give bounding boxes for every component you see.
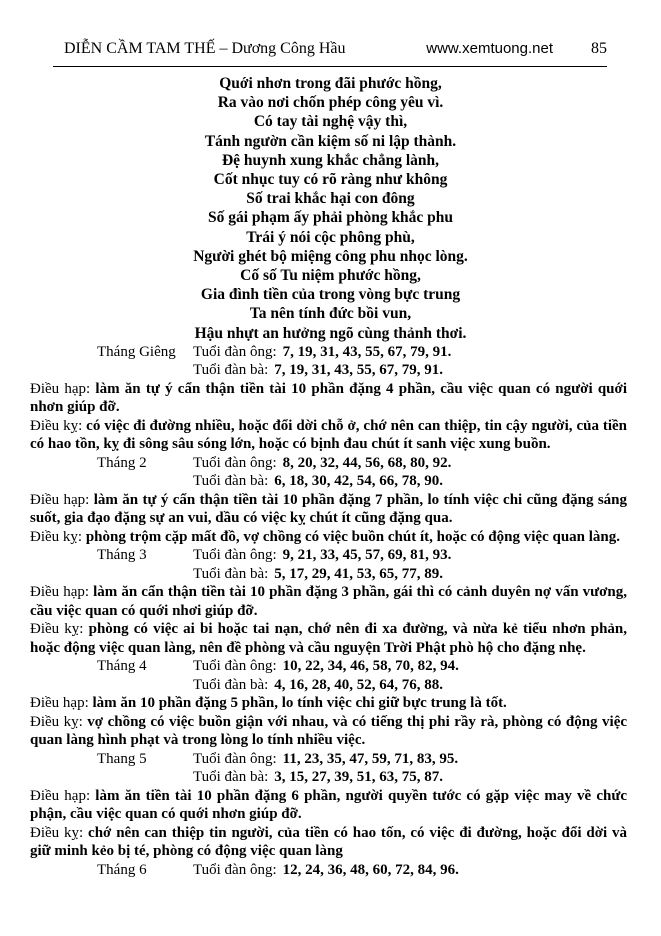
men-ages-row <box>30 657 627 676</box>
women-ages-values: 3, 15, 27, 39, 51, 63, 75, 87. <box>274 769 444 786</box>
ky-paragraph <box>30 713 627 750</box>
men-ages-label: Tuổi đàn ông: <box>193 861 277 878</box>
poem-line: Người ghét bộ miệng công phu nhọc lòng. <box>193 247 468 265</box>
men-ages-values: 12, 24, 36, 48, 60, 72, 84, 96. <box>282 861 459 878</box>
hap-text: làm ăn 10 phần đặng 5 phần, lo tính việc chi giữ bực trung là tốt. <box>92 695 507 712</box>
hap-label: Điều hạp: <box>30 380 91 397</box>
ky-text: phòng có việc ai bi hoặc tai nạn, chớ nên đi xa đường, và nừa kẻ tiểu nhơn phản, hoặc động việc quan làng, nên đề phòng và cầu nguyện Trời Phật phò hộ cho đặng nhẹ. <box>30 621 627 656</box>
men-ages-row <box>30 454 627 473</box>
poem-line: Ra vào nơi chốn phép công yêu vì. <box>217 94 444 112</box>
hap-label: Điều hạp: <box>30 787 91 804</box>
men-ages-values: 7, 19, 31, 43, 55, 67, 79, 91. <box>282 343 452 360</box>
hap-paragraph <box>30 583 627 620</box>
month-name: Tháng 3 <box>97 547 147 564</box>
men-ages-label: Tuổi đàn ông: <box>193 658 277 675</box>
hap-label: Điều hạp: <box>30 584 90 601</box>
month-name: Tháng 2 <box>97 454 147 471</box>
month-name: Tháng 4 <box>97 658 147 675</box>
month-section <box>30 657 627 750</box>
poem <box>30 74 631 343</box>
women-ages-values: 7, 19, 31, 43, 55, 67, 79, 91. <box>274 362 444 379</box>
women-ages-row <box>30 361 627 380</box>
poem-line: Đệ huynh xung khắc chẳng lành, <box>221 151 440 169</box>
women-ages-row <box>30 565 627 584</box>
poem-line: Số trai khắc hại con đông <box>246 190 415 208</box>
hap-text: làm ăn tiền tài 10 phần đặng 6 phần, người quyền tước có gặp việc may về chức phận, cầu việc quan có quới nhơn giúp đỡ. <box>30 787 627 823</box>
men-ages-row <box>30 861 627 880</box>
ky-text: chớ nên can thiệp tin người, của tiền có hao tốn, có việc đi đường, hoặc đổi dời và giữ minh kẻo bị té, phòng có động việc quan làng <box>30 824 628 860</box>
hap-paragraph <box>30 380 627 417</box>
poem-line: Ta nên tính đức bồi vun, <box>249 305 412 323</box>
ky-paragraph <box>30 620 627 657</box>
ky-label: Điều kỵ: <box>30 713 83 730</box>
women-ages-label: Tuổi đàn bà: <box>193 565 269 582</box>
poem-line: Trái ý nói cộc phông phù, <box>246 228 415 246</box>
ky-paragraph <box>30 417 627 454</box>
month-name: Tháng 6 <box>97 861 147 878</box>
ky-paragraph <box>30 528 627 547</box>
men-ages-values: 9, 21, 33, 45, 57, 69, 81, 93. <box>282 547 452 564</box>
men-ages-row <box>30 546 627 565</box>
ky-text: phòng trộm cặp mất đồ, vợ chồng có việc buồn chút ít, hoặc có động việc quan làng. <box>85 528 621 545</box>
poem-line: Quới nhơn trong đãi phước hồng, <box>219 75 442 92</box>
hap-paragraph <box>30 787 627 824</box>
men-ages-label: Tuổi đàn ông: <box>193 547 277 564</box>
poem-line: Cố số Tu niệm phước hồng, <box>240 267 421 285</box>
month-section <box>30 546 627 657</box>
ky-label: Điều kỵ: <box>30 528 83 545</box>
month-section <box>30 861 627 880</box>
men-ages-label: Tuổi đàn ông: <box>193 750 277 767</box>
women-ages-row <box>30 768 627 787</box>
ky-label: Điều kỵ: <box>30 417 83 434</box>
hap-text: làm ăn tự ý cẩn thận tiền tài 10 phần đặng 4 phần, cầu việc quan có người quới nhơn giúp đỡ. <box>30 380 627 416</box>
hap-label: Điều hạp: <box>30 491 90 508</box>
poem-line: Cốt nhục tuy có rõ ràng như không <box>213 171 448 189</box>
women-ages-values: 6, 18, 30, 42, 54, 66, 78, 90. <box>274 473 444 490</box>
ky-label: Điều kỵ: <box>30 621 84 638</box>
women-ages-label: Tuổi đàn bà: <box>193 769 269 786</box>
men-ages-values: 8, 20, 32, 44, 56, 68, 80, 92. <box>282 454 452 471</box>
page-header <box>64 40 607 58</box>
poem-line: Có tay tài nghệ vậy thì, <box>253 113 408 131</box>
ky-text: có việc đi đường nhiều, hoặc đổi dời chỗ ở, chớ nên can thiệp, tin cậy người, của tiền có hao tồn, kỵ đi sông sâu sóng lớn, hoặc có bịnh đau chút ít sanh việc xung buồn. <box>30 417 628 453</box>
book-title: DIỄN CẦM TAM THẾ – Dương Công Hầu <box>64 40 346 57</box>
women-ages-label: Tuổi đàn bà: <box>193 676 269 693</box>
men-ages-label: Tuổi đàn ông: <box>193 343 277 360</box>
ky-label: Điều kỵ: <box>30 824 84 841</box>
women-ages-label: Tuổi đàn bà: <box>193 362 269 379</box>
month-name: Thang 5 <box>97 750 147 767</box>
month-section <box>30 454 627 547</box>
poem-line: Số gái phạm ấy phải phòng khắc phu <box>207 209 454 227</box>
women-ages-values: 5, 17, 29, 41, 53, 65, 77, 89. <box>274 565 444 582</box>
website-url: www.xemtuong.net <box>426 40 553 57</box>
poem-line: Hậu nhựt an hưởng ngõ cùng thảnh thơi. <box>194 324 467 342</box>
men-ages-label: Tuổi đàn ông: <box>193 454 277 471</box>
poem-line: Gia đình tiền của trong vòng bực trung <box>200 286 461 304</box>
women-ages-row <box>30 676 627 695</box>
men-ages-row <box>30 343 627 362</box>
hap-paragraph <box>30 491 627 528</box>
ky-text: vợ chồng có việc buồn giận với nhau, và có tiếng thị phi rầy rà, phòng có động việc quan làng hình phạt và trong lòng lo tính nhiều việc. <box>30 713 628 749</box>
men-ages-values: 11, 23, 35, 47, 59, 71, 83, 95. <box>282 750 459 767</box>
ky-paragraph <box>30 824 627 861</box>
women-ages-values: 4, 16, 28, 40, 52, 64, 76, 88. <box>274 676 444 693</box>
month-section <box>30 750 627 861</box>
hap-text: làm ăn cẩn thận tiền tài 10 phần đặng 3 phần, gái thì có cảnh duyên nợ vấn vương, cầu việc quan có quới nhơi giúp đỡ. <box>30 584 628 619</box>
men-ages-values: 10, 22, 34, 46, 58, 70, 82, 94. <box>282 658 459 675</box>
men-ages-row <box>30 750 627 769</box>
header-divider <box>53 66 607 67</box>
month-name: Tháng Giêng <box>97 343 176 360</box>
page-number: 85 <box>591 40 607 57</box>
hap-paragraph <box>30 694 627 713</box>
month-section <box>30 343 627 454</box>
hap-text: làm ăn tự ý cẩn thận tiền tài 10 phần đặng 7 phần, lo tính việc chi cũng đặng sáng suốt, gia đạo đặng sự an vui, dầu có việc kỵ chút ít cũng đặng qua. <box>30 491 628 527</box>
women-ages-label: Tuổi đàn bà: <box>193 473 269 490</box>
months-list <box>30 343 627 880</box>
hap-label: Điều hạp: <box>30 695 89 712</box>
poem-line: Tánh ngườn cần kiệm số ni lập thành. <box>204 132 457 150</box>
women-ages-row <box>30 472 627 491</box>
